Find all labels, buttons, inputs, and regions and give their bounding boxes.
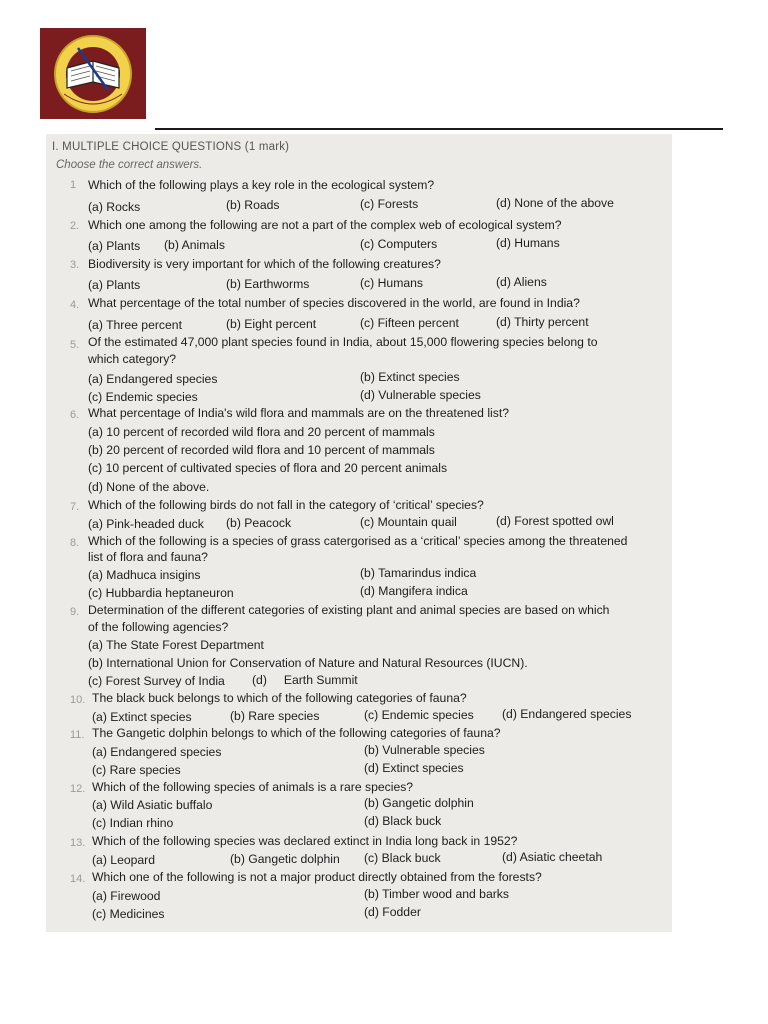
option: (c) Humans [360, 276, 423, 290]
question-number: 9. [70, 606, 80, 618]
question-text: list of flora and fauna? [88, 550, 208, 564]
book-emblem-icon [40, 28, 146, 119]
option: (d) Aliens [496, 275, 547, 289]
option: (c) Forests [360, 197, 419, 211]
option: (b) Gangetic dolphin [364, 796, 474, 810]
question-text: Of the estimated 47,000 plant species found in India, about 15,000 flowering species belong to [88, 335, 598, 349]
option: (d) Extinct species [364, 761, 464, 775]
instruction: Choose the correct answers. [56, 159, 203, 171]
question-number: 13. [70, 837, 86, 849]
option: (c) Forest Survey of India [88, 674, 225, 688]
question-text: Which of the following plays a key role in the ecological system? [88, 178, 435, 192]
school-logo [40, 28, 146, 119]
question-text: The black buck belongs to which of the following categories of fauna? [92, 691, 467, 705]
question-text: Which of the following species was declared extinct in India long back in 1952? [92, 834, 518, 848]
option: (c) 10 percent of cultivated species of flora and 20 percent animals [88, 461, 448, 475]
header-rule [155, 128, 723, 130]
option: (b) 20 percent of recorded wild flora and 10 percent of mammals [88, 443, 435, 457]
question-text: Which one among the following are not a part of the complex web of ecological system? [88, 218, 562, 232]
option: (b) Animals [164, 238, 225, 252]
option: (d) Forest spotted owl [496, 514, 614, 528]
option: (a) Leopard [92, 853, 156, 867]
question-text: Which of the following species of animals is a rare species? [92, 780, 414, 794]
option: (a) 10 percent of recorded wild flora and 20 percent of mammals [88, 425, 435, 439]
option: (a) Wild Asiatic buffalo [92, 798, 213, 812]
question-number: 1 [70, 179, 77, 191]
option: (a) Extinct species [92, 710, 192, 724]
option: (c) Endemic species [364, 708, 474, 722]
question-number: 14. [70, 873, 86, 885]
option: (d) Humans [496, 236, 560, 250]
option: (b) Peacock [226, 516, 292, 530]
option: (a) Madhuca insigins [88, 568, 201, 582]
option: (b) Vulnerable species [364, 743, 485, 757]
option: (b) Gangetic dolphin [230, 852, 340, 866]
option: (c) Fifteen percent [360, 316, 459, 330]
option: (b) Timber wood and barks [364, 887, 509, 901]
question-number: 10. [70, 694, 86, 706]
question-text: The Gangetic dolphin belongs to which of the following categories of fauna? [92, 726, 501, 740]
option: (b) International Union for Conservation of Nature and Natural Resources (IUCN). [88, 656, 528, 670]
question-text: What percentage of India's wild flora and mammals are on the threatened list? [88, 406, 509, 420]
question-text: What percentage of the total number of species discovered in the world, are found in India? [88, 296, 580, 310]
option: (a) Three percent [88, 318, 182, 332]
option: (a) Plants [88, 239, 141, 253]
question-number: 8. [70, 537, 80, 549]
option: (b) Tamarindus indica [360, 566, 477, 580]
section-title: I. MULTIPLE CHOICE QUESTIONS (1 mark) [52, 141, 290, 153]
question-text: of the following agencies? [88, 620, 229, 634]
option: (a) Endangered species [92, 745, 222, 759]
question-text: Determination of the different categories of existing plant and animal species are based on which [88, 603, 610, 617]
option: (d) Earth Summit [252, 673, 358, 687]
option: (c) Mountain quail [360, 515, 457, 529]
option: (d) Fodder [364, 905, 421, 919]
option: (c) Computers [360, 237, 438, 251]
option: (c) Rare species [92, 763, 181, 777]
option: (d) Endangered species [502, 707, 632, 721]
question-text: Which one of the following is not a major product directly obtained from the forests? [92, 870, 542, 884]
option: (b) Roads [226, 198, 280, 212]
option: (d) Thirty percent [496, 315, 589, 329]
question-number: 4. [70, 299, 80, 311]
question-text: Which of the following is a species of grass catergorised as a ‘critical’ species among the threatened [88, 534, 628, 548]
question-number: 11. [70, 729, 85, 741]
question-number: 6. [70, 409, 80, 421]
option: (c) Black buck [364, 851, 441, 865]
question-text: which category? [88, 352, 177, 366]
option: (c) Endemic species [88, 390, 198, 404]
question-number: 2. [70, 220, 80, 232]
option: (b) Eight percent [226, 317, 317, 331]
option: (b) Extinct species [360, 370, 460, 384]
question-text: Biodiversity is very important for which of the following creatures? [88, 257, 441, 271]
option: (d) None of the above. [88, 480, 210, 494]
option: (a) Pink-headed duck [88, 517, 204, 531]
option: (d) Mangifera indica [360, 584, 468, 598]
option: (a) Rocks [88, 200, 141, 214]
option: (b) Earthworms [226, 277, 310, 291]
question-sheet [46, 134, 672, 932]
question-number: 3. [70, 259, 80, 271]
option: (a) The State Forest Department [88, 638, 264, 652]
option: (c) Hubbardia heptaneuron [88, 586, 234, 600]
option: (d) Black buck [364, 814, 442, 828]
option: (d) None of the above [496, 196, 614, 210]
option: (a) Plants [88, 278, 141, 292]
option: (d) Asiatic cheetah [502, 850, 603, 864]
question-number: 12. [70, 783, 86, 795]
option: (d) Vulnerable species [360, 388, 481, 402]
question-number: 7. [70, 501, 80, 513]
option: (b) Rare species [230, 709, 320, 723]
option: (c) Medicines [92, 907, 165, 921]
question-text: Which of the following birds do not fall in the category of ‘critical’ species? [88, 498, 484, 512]
option: (a) Firewood [92, 889, 161, 903]
question-number: 5. [70, 339, 80, 351]
option: (a) Endangered species [88, 372, 218, 386]
option: (c) Indian rhino [92, 816, 174, 830]
